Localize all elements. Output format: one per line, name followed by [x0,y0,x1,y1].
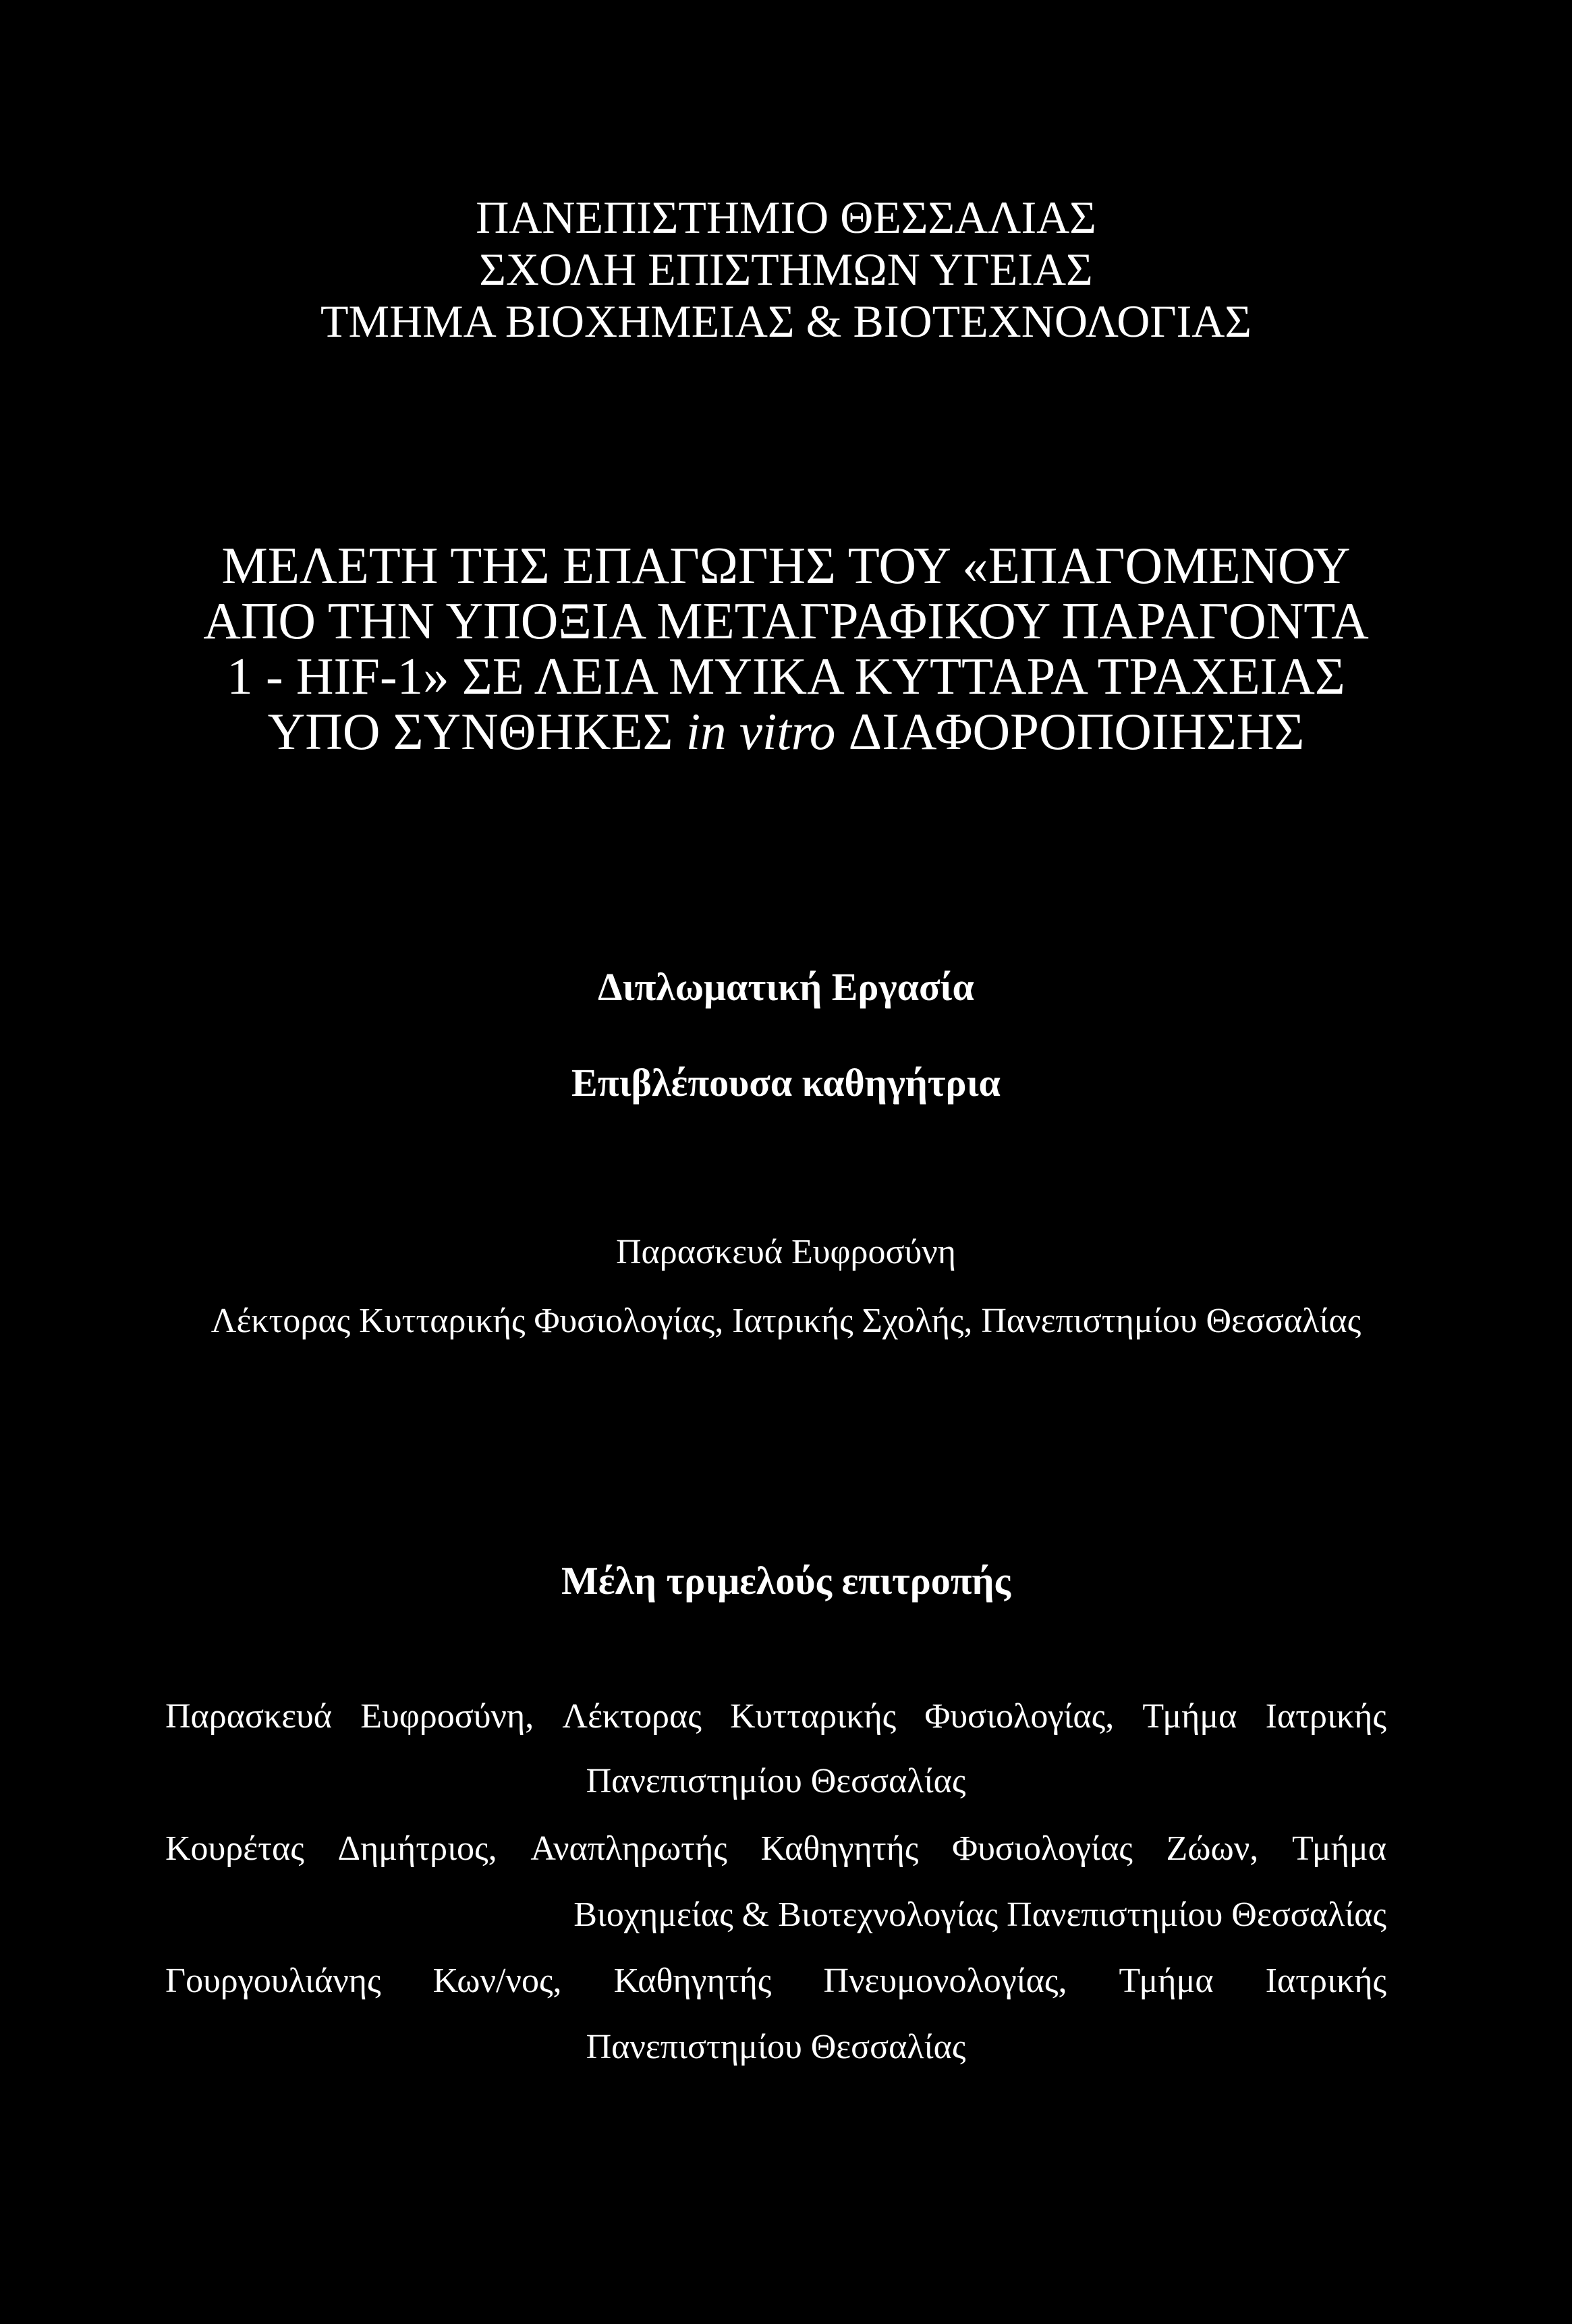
member-3-word: Τμήμα [1119,1962,1214,2000]
member-2-word: Καθηγητής [760,1829,919,1868]
member-1-word: Φυσιολογίας, [924,1697,1115,1736]
school-name: ΣΧΟΛΗ ΕΠΙΣΤΗΜΩΝ ΥΓΕΙΑΣ [479,244,1093,295]
member-1-word: Τμήμα [1142,1697,1237,1736]
member-1-word: Ιατρικής [1265,1697,1386,1736]
supervisor-affiliation: Λέκτορας Κυτταρικής Φυσιολογίας, Ιατρικής Σχολής, Πανεπιστημίου Θεσσαλίας [210,1302,1362,1340]
member-1-word: Παρασκευά [165,1697,333,1736]
title-line-2: ΑΠΟ ΤΗΝ ΥΠΟΞΙΑ ΜΕΤΑΓΡΑΦΙΚΟΥ ΠΑΡΑΓΟΝΤΑ [203,592,1369,650]
member-2-word: Φυσιολογίας [952,1829,1133,1868]
committee-member-1-line-2: Πανεπιστημίου Θεσσαλίας [586,1762,966,1800]
supervisor-name: Παρασκευά Ευφροσύνη [615,1233,956,1271]
thesis-type: Διπλωματική Εργασία [598,965,974,1009]
committee-member-3 [165,1964,1386,1999]
title-line-4-prefix: ΥΠΟ ΣΥΝΘΗΚΕΣ [267,702,673,760]
member-3-word: Ιατρικής [1265,1962,1386,2000]
member-2-word: Δημήτριος, [337,1829,497,1868]
department-name: ΤΜΗΜΑ ΒΙΟΧΗΜΕΙΑΣ & ΒΙΟΤΕΧΝΟΛΟΓΙΑΣ [320,296,1252,347]
committee-member-3-line-2: Πανεπιστημίου Θεσσαλίας [586,2028,966,2066]
member-2-word: Ζώων, [1166,1829,1259,1868]
member-3-word: Γουργουλιάνης [165,1962,381,2000]
member-2-word: Αναπληρωτής [530,1829,727,1868]
member-3-word: Κων/νος, [432,1962,562,2000]
committee-member-2 [165,1831,1386,1866]
title-line-4-suffix: ΔΙΑΦΟΡΟΠΟΙΗΣΗΣ [848,702,1305,760]
member-1-word: Λέκτορας [562,1697,702,1736]
title-line-4 [0,702,1572,760]
title-line-4-italic: in vitro [685,702,836,760]
committee-heading: Μέλη τριμελούς επιτροπής [561,1559,1011,1603]
title-line-3: 1 - HIF-1» ΣΕ ΛΕΙΑ ΜΥΙΚΑ ΚΥΤΤΑΡΑ ΤΡΑΧΕΙΑΣ [227,647,1345,705]
member-2-word: Κουρέτας [165,1829,304,1868]
committee-member-1 [165,1699,1386,1734]
committee-member-2-line-2: Βιοχημείας & Βιοτεχνολογίας Πανεπιστημίου Θεσσαλίας [573,1896,1386,1934]
member-3-word: Πνευμονολογίας, [823,1962,1067,2000]
supervisor-heading: Επιβλέπουσα καθηγήτρια [571,1061,1001,1105]
member-3-word: Καθηγητής [613,1962,772,2000]
member-1-word: Κυτταρικής [729,1697,897,1736]
title-line-1: ΜΕΛΕΤΗ ΤΗΣ ΕΠΑΓΩΓΗΣ ΤΟΥ «ΕΠΑΓΟΜΕΝΟΥ [221,536,1351,594]
university-name: ΠΑΝΕΠΙΣΤΗΜΙΟ ΘΕΣΣΑΛΙΑΣ [476,192,1096,243]
member-2-word: Τμήμα [1291,1829,1386,1868]
member-1-word: Ευφροσύνη, [360,1697,534,1736]
